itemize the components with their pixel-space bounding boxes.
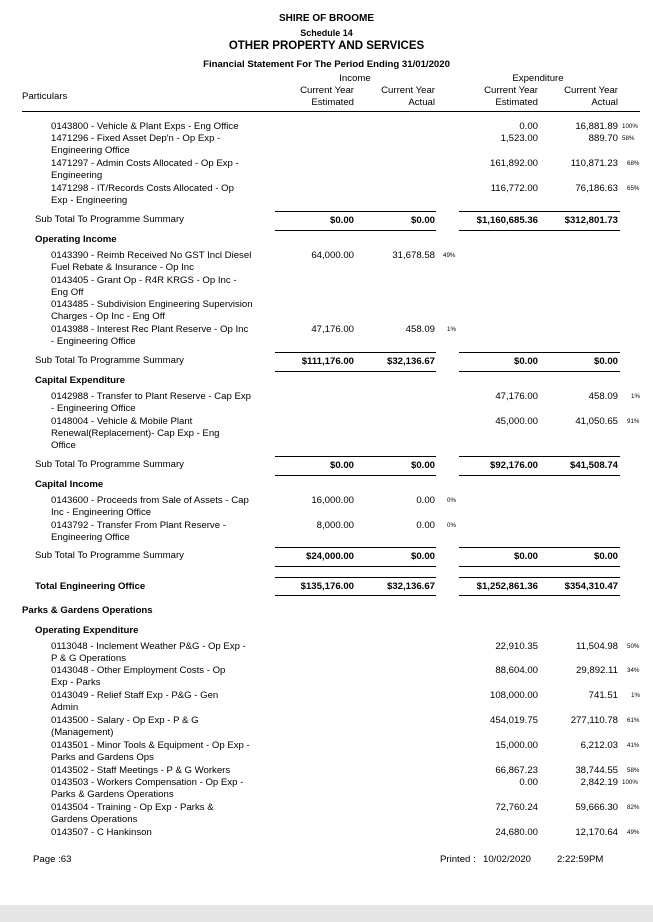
expenditure-actual-cell: 76,186.63 <box>575 183 618 194</box>
viewer-bottom-bar <box>0 905 653 922</box>
expenditure-estimated-cell: 108,000.00 <box>489 690 538 701</box>
income-percent: 1% <box>447 326 456 333</box>
expenditure-estimated-cell: 88,604.00 <box>495 665 538 676</box>
subtotal-label: Sub Total To Programme Summary <box>35 355 184 366</box>
income-estimated-cell: 47,176.00 <box>311 324 354 335</box>
subtotal-expenditure-actual: $312,801.73 <box>564 215 618 226</box>
expenditure-percent: 1% <box>631 393 640 400</box>
expenditure-percent: 1% <box>631 692 640 699</box>
expenditure-estimated-cell: 15,000.00 <box>495 740 538 751</box>
expenditure-estimated-header-2: Estimated <box>495 97 538 108</box>
expenditure-percent: 82% <box>627 804 640 811</box>
subtotal-rule <box>275 211 436 212</box>
subtotal-rule <box>275 456 436 457</box>
income-percent: 0% <box>447 497 456 504</box>
subtotal-income-estimated: $111,176.00 <box>301 356 354 367</box>
subtotal-rule <box>459 230 620 231</box>
subtotal-expenditure-estimated: $1,160,685.36 <box>476 215 538 226</box>
line-item-text: 0143792 - Transfer From Plant Reserve - Engineering Office <box>51 520 226 543</box>
line-item-text: 0143502 - Staff Meetings - P & G Workers <box>51 765 231 776</box>
header-rule <box>22 111 640 112</box>
subtotal-rule <box>275 547 436 548</box>
expenditure-percent: 58% <box>622 135 635 142</box>
income-actual-header-1: Current Year <box>381 85 435 96</box>
section-heading: Operating Income <box>35 234 117 245</box>
expenditure-percent: 65% <box>627 185 640 192</box>
line-item-text: 0143048 - Other Employment Costs - Op Exp - Parks <box>51 665 226 688</box>
total-income-estimated: $135,176.00 <box>300 581 354 592</box>
section-heading: Operating Expenditure <box>35 625 139 636</box>
expenditure-group-header: Expenditure <box>512 73 564 84</box>
expenditure-actual-header-1: Current Year <box>564 85 618 96</box>
expenditure-estimated-cell: 66,867.23 <box>495 765 538 776</box>
subtotal-label: Sub Total To Programme Summary <box>35 214 184 225</box>
income-percent: 49% <box>443 252 456 259</box>
income-estimated-cell: 64,000.00 <box>311 250 354 261</box>
expenditure-estimated-cell: 22,910.35 <box>495 641 538 652</box>
period-label: Financial Statement For The Period Ending 31/01/2020 <box>203 59 450 70</box>
income-actual-header-2: Actual <box>408 97 435 108</box>
subtotal-rule <box>459 371 620 372</box>
expenditure-estimated-cell: 1,523.00 <box>500 133 538 144</box>
subtotal-income-estimated: $0.00 <box>329 460 354 471</box>
subtotal-expenditure-estimated: $0.00 <box>513 551 538 562</box>
printed-label: Printed : <box>440 854 476 865</box>
particulars-header: Particulars <box>22 91 68 102</box>
line-item-text: 0143049 - Relief Staff Exp - P&G - Gen Admin <box>51 690 219 713</box>
expenditure-estimated-cell: 116,772.00 <box>490 183 538 194</box>
line-item-text: 0143390 - Reimb Received No GST Incl Diesel Fuel Rebate & Insurance - Op Inc <box>51 250 252 273</box>
report-title: OTHER PROPERTY AND SERVICES <box>228 40 425 52</box>
expenditure-percent: 58% <box>627 767 640 774</box>
subtotal-rule <box>459 211 620 212</box>
subtotal-expenditure-actual: $41,508.74 <box>569 460 618 471</box>
line-item-text: 0143800 - Vehicle & Plant Exps - Eng Office <box>51 121 239 132</box>
subtotal-rule <box>459 547 620 548</box>
subtotal-expenditure-actual: $0.00 <box>593 356 618 367</box>
subtotal-rule <box>459 566 620 567</box>
expenditure-percent: 50% <box>627 643 640 650</box>
income-actual-cell: 0.00 <box>416 495 435 506</box>
expenditure-percent: 68% <box>627 160 640 167</box>
line-item-text: 0143988 - Interest Rec Plant Reserve - Op Inc - Engineering Office <box>51 324 249 347</box>
printed-date: 10/02/2020 <box>483 854 532 865</box>
expenditure-actual-cell: 110,871.23 <box>570 158 618 169</box>
subtotal-rule <box>275 352 436 353</box>
expenditure-actual-cell: 12,170.64 <box>575 827 618 838</box>
expenditure-actual-cell: 889.70 <box>588 133 618 144</box>
expenditure-percent: 61% <box>627 717 640 724</box>
income-actual-cell: 31,678.58 <box>392 250 435 261</box>
subtotal-income-actual: $32,136.67 <box>386 356 435 367</box>
expenditure-percent: 100% <box>622 779 638 786</box>
total-expenditure-estimated: $1,252,861.36 <box>476 581 538 592</box>
line-item-text: 1471296 - Fixed Asset Dep'n - Op Exp - Engineering Office <box>51 133 221 156</box>
income-percent: 0% <box>447 522 456 529</box>
section-heading: Capital Income <box>35 479 104 490</box>
line-item-text: 0143507 - C Hankinson <box>51 827 152 838</box>
org-name: SHIRE OF BROOME <box>278 13 374 24</box>
line-item-text: 0148004 - Vehicle & Mobile Plant Renewal(Replacement)- Cap Exp - Eng Office <box>51 416 220 451</box>
subtotal-rule <box>275 230 436 231</box>
subtotal-label: Sub Total To Programme Summary <box>35 550 184 561</box>
total-rule <box>275 595 436 596</box>
expenditure-estimated-cell: 0.00 <box>519 121 538 132</box>
line-item-text: 0143501 - Minor Tools & Equipment - Op Exp - Parks and Gardens Ops <box>51 740 250 763</box>
expenditure-actual-cell: 59,666.30 <box>575 802 618 813</box>
subtotal-expenditure-estimated: $0.00 <box>513 356 538 367</box>
subtotal-income-estimated: $0.00 <box>329 215 354 226</box>
expenditure-actual-cell: 2,842.19 <box>580 777 618 788</box>
income-actual-cell: 0.00 <box>416 520 435 531</box>
expenditure-actual-header-2: Actual <box>591 97 618 108</box>
total-expenditure-actual: $354,310.47 <box>564 581 618 592</box>
line-item-text: 0143485 - Subdivision Engineering Supervision Charges - Op Inc - Eng Off <box>51 299 253 322</box>
page-number: Page :63 <box>33 854 72 865</box>
expenditure-estimated-cell: 161,892.00 <box>489 158 538 169</box>
printed-time: 2:22:59PM <box>557 854 604 865</box>
line-item-text: 0143600 - Proceeds from Sale of Assets - Cap Inc - Engineering Office <box>51 495 249 518</box>
program-heading: Parks & Gardens Operations <box>22 605 153 616</box>
line-item-text: 0142988 - Transfer to Plant Reserve - Cap Exp - Engineering Office <box>51 391 251 414</box>
subtotal-rule <box>275 566 436 567</box>
total-label: Total Engineering Office <box>35 581 146 592</box>
expenditure-actual-cell: 16,881.89 <box>575 121 618 132</box>
line-item-text: 0143503 - Workers Compensation - Op Exp - Parks & Gardens Operations <box>51 777 244 800</box>
total-income-actual: $32,136.67 <box>386 581 435 592</box>
income-estimated-header-2: Estimated <box>311 97 354 108</box>
expenditure-actual-cell: 29,892.11 <box>576 665 618 676</box>
income-estimated-cell: 16,000.00 <box>311 495 354 506</box>
expenditure-estimated-cell: 45,000.00 <box>495 416 538 427</box>
expenditure-actual-cell: 458.09 <box>588 391 618 402</box>
expenditure-percent: 34% <box>627 667 640 674</box>
line-item-text: 0143504 - Training - Op Exp - Parks & Gardens Operations <box>51 802 214 825</box>
subtotal-rule <box>459 352 620 353</box>
expenditure-estimated-cell: 24,680.00 <box>495 827 538 838</box>
subtotal-rule <box>275 371 436 372</box>
line-item-text: 0113048 - Inclement Weather P&G - Op Exp - P & G Operations <box>51 641 246 664</box>
expenditure-percent: 91% <box>627 418 640 425</box>
income-estimated-header-1: Current Year <box>300 85 354 96</box>
subtotal-label: Sub Total To Programme Summary <box>35 459 184 470</box>
subtotal-expenditure-estimated: $92,176.00 <box>489 460 538 471</box>
subtotal-rule <box>275 475 436 476</box>
expenditure-estimated-cell: 72,760.24 <box>495 802 538 813</box>
line-item-text: 0143500 - Salary - Op Exp - P & G (Management) <box>51 715 199 738</box>
expenditure-actual-cell: 277,110.78 <box>570 715 618 726</box>
total-rule <box>275 577 436 578</box>
income-actual-cell: 458.09 <box>405 324 435 335</box>
expenditure-percent: 100% <box>622 123 638 130</box>
total-rule <box>459 595 620 596</box>
expenditure-estimated-cell: 0.00 <box>519 777 538 788</box>
subtotal-income-actual: $0.00 <box>410 551 435 562</box>
total-rule <box>459 577 620 578</box>
subtotal-expenditure-actual: $0.00 <box>593 551 618 562</box>
expenditure-actual-cell: 741.51 <box>588 690 618 701</box>
subtotal-rule <box>459 475 620 476</box>
expenditure-percent: 49% <box>627 829 640 836</box>
expenditure-actual-cell: 38,744.55 <box>575 765 618 776</box>
expenditure-percent: 41% <box>627 742 640 749</box>
section-heading: Capital Expenditure <box>35 375 126 386</box>
expenditure-estimated-cell: 47,176.00 <box>495 391 538 402</box>
line-item-text: 1471297 - Admin Costs Allocated - Op Exp - Engineering <box>51 158 239 181</box>
line-item-text: 1471298 - IT/Records Costs Allocated - Op Exp - Engineering <box>51 183 234 206</box>
expenditure-actual-cell: 11,504.98 <box>576 641 618 652</box>
subtotal-income-actual: $0.00 <box>410 460 435 471</box>
subtotal-income-estimated: $24,000.00 <box>305 551 354 562</box>
line-item-text: 0143405 - Grant Op - R4R KRGS - Op Inc - Eng Off <box>51 275 237 298</box>
expenditure-estimated-header-1: Current Year <box>484 85 538 96</box>
expenditure-estimated-cell: 454,019.75 <box>489 715 538 726</box>
expenditure-actual-cell: 6,212.03 <box>580 740 618 751</box>
subtotal-rule <box>459 456 620 457</box>
schedule-label: Schedule 14 <box>300 28 353 38</box>
income-estimated-cell: 8,000.00 <box>316 520 354 531</box>
income-group-header: Income <box>339 73 371 84</box>
subtotal-income-actual: $0.00 <box>410 215 435 226</box>
expenditure-actual-cell: 41,050.65 <box>575 416 618 427</box>
